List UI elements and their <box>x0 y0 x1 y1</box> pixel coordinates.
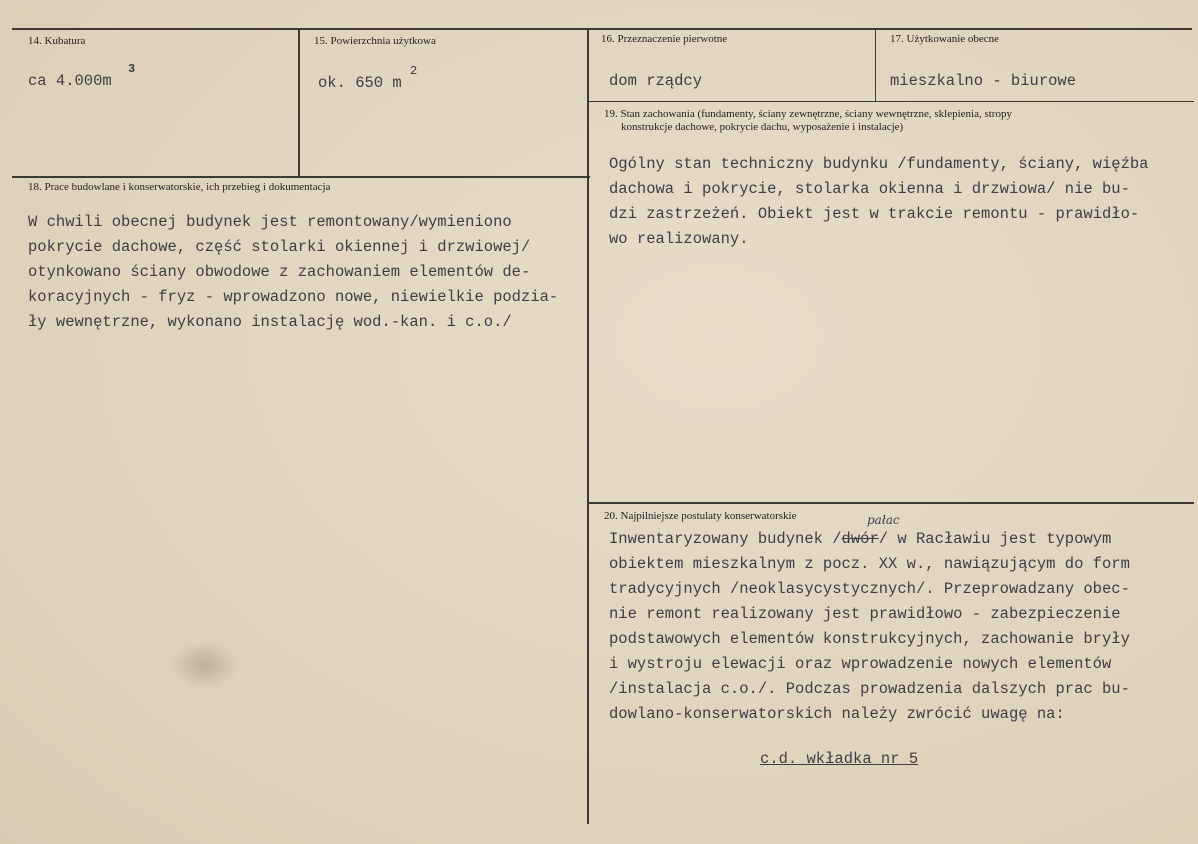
field-20-first-line <box>609 527 1130 552</box>
field-19-label-line2: konstrukcje dachowe, pokrycie dachu, wyposażenie i instalacje) <box>621 121 904 133</box>
field-15-label: 15. Powierzchnia użytkowa <box>314 35 436 47</box>
rule-under-16-17 <box>588 101 1194 102</box>
continuation-note: c.d. wkładka nr 5 <box>760 750 919 768</box>
field-20-line: podstawowych elementów konstrukcyjnych, zachowanie bryły <box>609 630 1130 648</box>
field-19-line: Ogólny stan techniczny budynku /fundamenty, ściany, więźba <box>609 155 1149 173</box>
handwritten-correction: pałac <box>867 513 900 527</box>
field-16-label: 16. Przeznaczenie pierwotne <box>601 33 728 45</box>
field-20-label: 20. Najpilniejsze postulaty konserwatorskie <box>604 510 797 522</box>
rule-under-14-15 <box>12 176 590 178</box>
field-18-line: pokrycie dachowe, część stolarki okiennej i drzwiowej/ <box>28 238 531 256</box>
field-14-value <box>28 72 112 90</box>
field-20-line: /instalacja c.o./. Podczas prowadzenia dalszych prac bu- <box>609 680 1130 698</box>
field-20-line: tradycyjnych /neoklasycystycznych/. Przeprowadzany obec- <box>609 580 1130 598</box>
field-20-line: obiektem mieszkalnym z pocz. XX w., nawiązującym do form <box>609 555 1130 573</box>
divider-main <box>587 28 589 824</box>
struck-word: dwór <box>841 530 879 548</box>
field-19-line: wo realizowany. <box>609 230 749 248</box>
field-20-line: i wystroju elewacji oraz wprowadzenie nowych elementów <box>609 655 1112 673</box>
field-18-line: W chwili obecnej budynek jest remontowany/wymieniono <box>28 213 512 231</box>
field-18-label: 18. Prace budowlane i konserwatorskie, ich przebieg i dokumentacja <box>28 181 331 193</box>
field-19-label <box>604 108 1012 134</box>
rule-above-20 <box>588 502 1194 504</box>
field-19-text <box>609 152 1149 252</box>
field-15-value: ok. 650 m <box>318 74 402 92</box>
divider-16-17 <box>875 28 876 101</box>
paper-smudge <box>170 640 240 690</box>
field-15-superscript: 2 <box>410 64 418 78</box>
field-19-line: dzi zastrzeżeń. Obiekt jest w trakcie remontu - prawidło- <box>609 205 1140 223</box>
field-20-line: nie remont realizowany jest prawidłowo - zabezpieczenie <box>609 605 1121 623</box>
field-17-value: mieszkalno - biurowe <box>890 72 1077 90</box>
field-14-superscript: 3 <box>128 62 136 76</box>
field-14-label: 14. Kubatura <box>28 35 86 47</box>
field-18-text <box>28 210 558 335</box>
field-14-text: ca 4.000m <box>28 72 112 90</box>
field-20-line1-before: Inwentaryzowany budynek / <box>609 530 842 548</box>
field-20-text <box>609 527 1130 727</box>
field-18-line: koracyjnych - fryz - wprowadzono nowe, niewielkie podzia- <box>28 288 559 306</box>
field-16-value: dom rządcy <box>609 72 703 90</box>
field-19-label-line1: 19. Stan zachowania (fundamenty, ściany zewnętrzne, ściany wewnętrzne, sklepienia, stropy <box>604 108 1012 120</box>
field-18-line: ły wewnętrzne, wykonano instalację wod.-kan. i c.o./ <box>28 313 512 331</box>
top-rule <box>12 28 1192 30</box>
field-20-line1-after: / w Racławiu jest typowym <box>878 530 1112 548</box>
field-20-line: dowlano-konserwatorskich należy zwrócić uwagę na: <box>609 705 1065 723</box>
field-17-label: 17. Użytkowanie obecne <box>890 33 1000 45</box>
field-19-line: dachowa i pokrycie, stolarka okienna i drzwiowa/ nie bu- <box>609 180 1130 198</box>
divider-14-15 <box>298 28 300 176</box>
field-18-line: otynkowano ściany obwodowe z zachowaniem elementów de- <box>28 263 531 281</box>
